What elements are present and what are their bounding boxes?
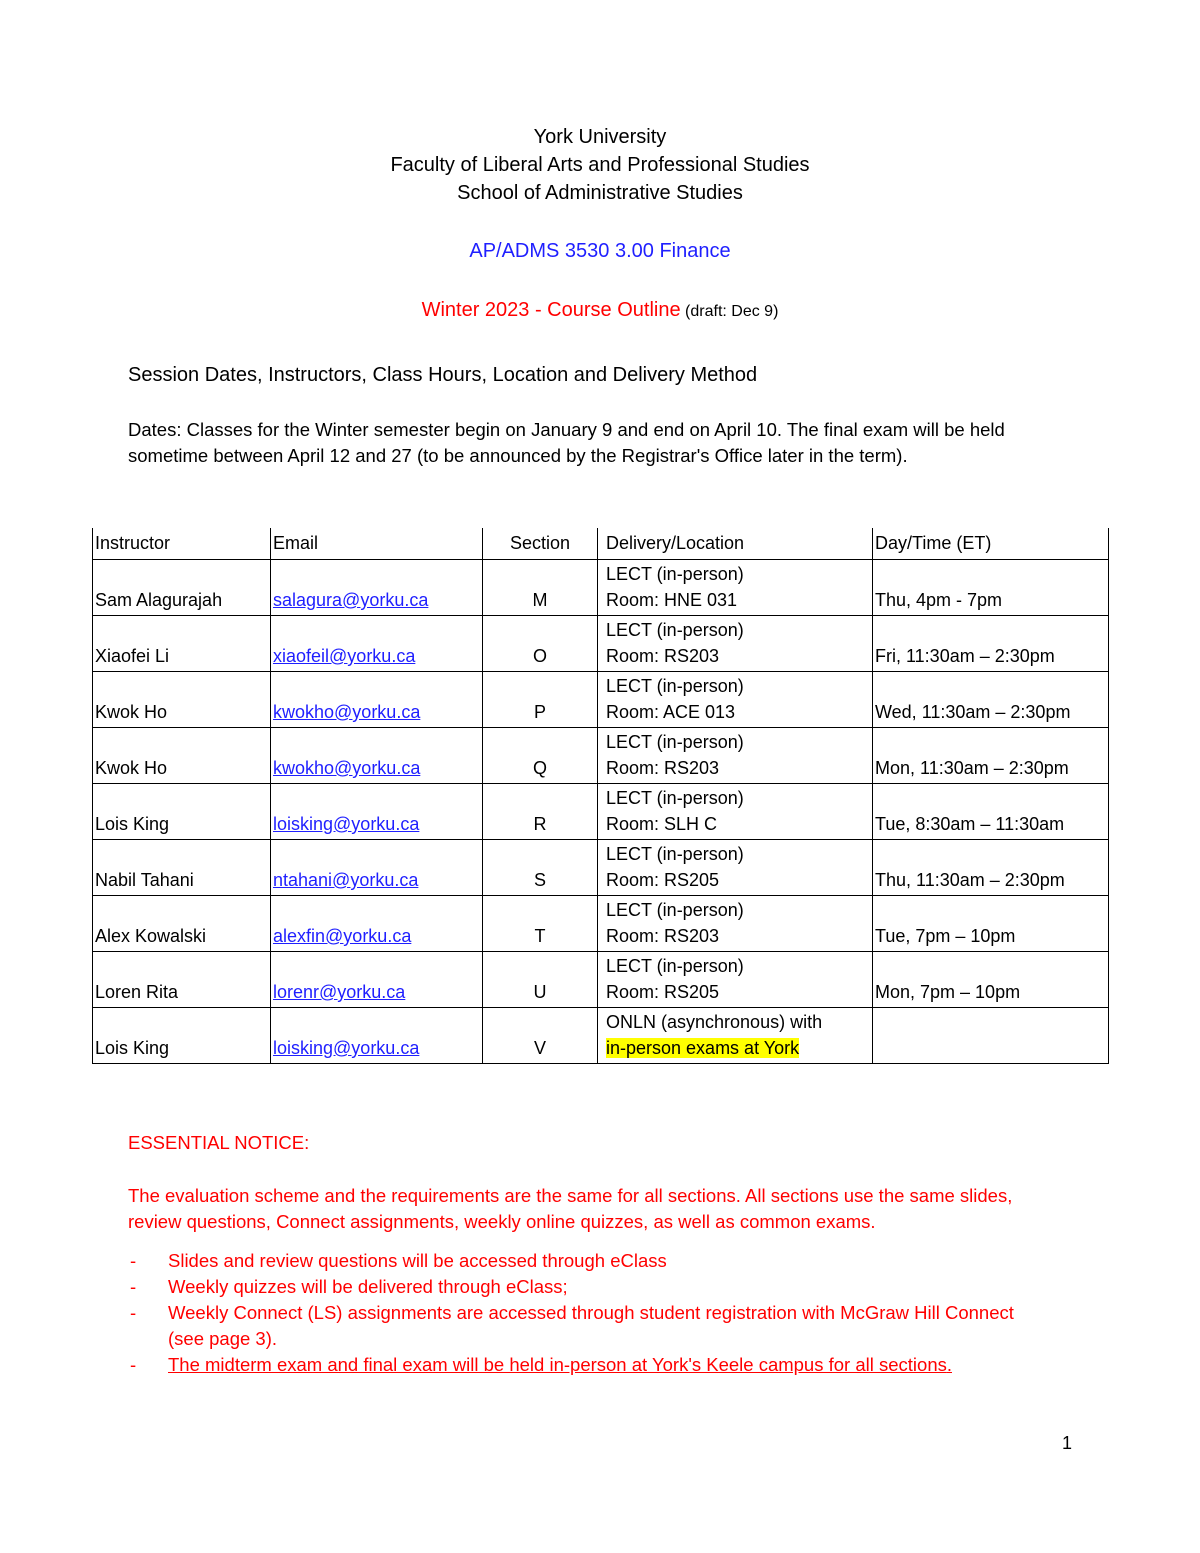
notice-line-1: The evaluation scheme and the requirements are the same for all sections. All sections use the same slides, bbox=[128, 1185, 1013, 1206]
email-cell bbox=[271, 952, 483, 1008]
table-row bbox=[93, 728, 1109, 784]
email-cell bbox=[271, 672, 483, 728]
delivery-mode: LECT (in-person) bbox=[606, 676, 744, 696]
schedule-table bbox=[92, 528, 1109, 1064]
header-daytime: Day/Time (ET) bbox=[873, 528, 1109, 560]
instructor-cell: Xiaofei Li bbox=[93, 616, 271, 672]
notice-title: ESSENTIAL NOTICE: bbox=[128, 1132, 310, 1153]
header-delivery: Delivery/Location bbox=[598, 528, 873, 560]
room: Room: RS203 bbox=[606, 926, 720, 946]
email-link[interactable]: lorenr@yorku.ca bbox=[273, 982, 406, 1002]
delivery-mode: LECT (in-person) bbox=[606, 900, 744, 920]
delivery-cell bbox=[598, 896, 873, 952]
table-row bbox=[93, 616, 1109, 672]
table-row bbox=[93, 560, 1109, 616]
course-title: AP/ADMS 3530 3.00 Finance bbox=[469, 240, 731, 262]
table-row bbox=[93, 840, 1109, 896]
page-number: 1 bbox=[1062, 1433, 1073, 1453]
table-row bbox=[93, 672, 1109, 728]
bullet-dash: - bbox=[130, 1302, 137, 1323]
university-name: York University bbox=[533, 126, 667, 148]
bullet-dash: - bbox=[130, 1276, 137, 1297]
header-section: Section bbox=[483, 528, 598, 560]
daytime-cell: Tue, 7pm – 10pm bbox=[873, 896, 1109, 952]
delivery-mode: LECT (in-person) bbox=[606, 564, 744, 584]
email-cell bbox=[271, 728, 483, 784]
delivery-mode: LECT (in-person) bbox=[606, 844, 744, 864]
daytime-cell bbox=[873, 1008, 1109, 1064]
instructor-cell: Loren Rita bbox=[93, 952, 271, 1008]
email-link[interactable]: kwokho@yorku.ca bbox=[273, 702, 421, 722]
notice-line-2: review questions, Connect assignments, weekly online quizzes, as well as common exams. bbox=[128, 1211, 876, 1232]
daytime-cell: Mon, 7pm – 10pm bbox=[873, 952, 1109, 1008]
instructor-cell: Alex Kowalski bbox=[93, 896, 271, 952]
room: Room: RS203 bbox=[606, 758, 720, 778]
section-cell: S bbox=[483, 840, 598, 896]
delivery-cell bbox=[598, 952, 873, 1008]
email-link[interactable]: loisking@yorku.ca bbox=[273, 814, 420, 834]
draft-note: (draft: Dec 9) bbox=[685, 303, 779, 320]
delivery-cell bbox=[598, 840, 873, 896]
instructor-cell: Sam Alagurajah bbox=[93, 560, 271, 616]
notice-bullet-list bbox=[128, 1248, 1088, 1378]
email-link[interactable]: kwokho@yorku.ca bbox=[273, 758, 421, 778]
email-cell bbox=[271, 896, 483, 952]
header-instructor: Instructor bbox=[93, 528, 271, 560]
delivery-mode: LECT (in-person) bbox=[606, 732, 744, 752]
delivery-cell bbox=[598, 728, 873, 784]
table-header-row bbox=[93, 528, 1109, 560]
bullet-dash: - bbox=[130, 1354, 137, 1375]
bullet-text: Weekly Connect (LS) assignments are accessed through student registration with McGraw Hill Connect bbox=[168, 1302, 1014, 1323]
dates-label: Dates: bbox=[128, 419, 182, 440]
highlighted-exam-note: in-person exams at York bbox=[606, 1038, 800, 1058]
list-item bbox=[128, 1248, 1088, 1274]
delivery-mode: LECT (in-person) bbox=[606, 620, 744, 640]
email-cell bbox=[271, 560, 483, 616]
delivery-mode: LECT (in-person) bbox=[606, 788, 744, 808]
section-cell: P bbox=[483, 672, 598, 728]
room: Room: SLH C bbox=[606, 814, 718, 834]
instructor-cell: Kwok Ho bbox=[93, 728, 271, 784]
section-cell: Q bbox=[483, 728, 598, 784]
term-title: Winter 2023 - Course Outline bbox=[421, 299, 681, 321]
bullet-text: Slides and review questions will be accessed through eClass bbox=[168, 1250, 667, 1271]
section-cell: V bbox=[483, 1008, 598, 1064]
header-email: Email bbox=[271, 528, 483, 560]
email-link[interactable]: alexfin@yorku.ca bbox=[273, 926, 412, 946]
dates-paragraph bbox=[128, 417, 1108, 469]
list-item bbox=[128, 1274, 1088, 1300]
room: Room: RS205 bbox=[606, 870, 720, 890]
table-row bbox=[93, 952, 1109, 1008]
instructor-cell: Nabil Tahani bbox=[93, 840, 271, 896]
school-name: School of Administrative Studies bbox=[457, 182, 743, 204]
email-cell bbox=[271, 1008, 483, 1064]
list-item: - The midterm exam and final exam will be held in-person at York's Keele campus for all sections. bbox=[128, 1352, 1088, 1378]
section-cell: T bbox=[483, 896, 598, 952]
daytime-cell: Thu, 4pm - 7pm bbox=[873, 560, 1109, 616]
section-cell: M bbox=[483, 560, 598, 616]
instructor-cell: Kwok Ho bbox=[93, 672, 271, 728]
table-row bbox=[93, 1008, 1109, 1064]
daytime-cell: Thu, 11:30am – 2:30pm bbox=[873, 840, 1109, 896]
room: Room: RS203 bbox=[606, 646, 720, 666]
table-row bbox=[93, 784, 1109, 840]
email-link[interactable]: salagura@yorku.ca bbox=[273, 590, 429, 610]
email-link[interactable]: loisking@yorku.ca bbox=[273, 1038, 420, 1058]
term-line bbox=[0, 299, 1200, 322]
delivery-cell bbox=[598, 784, 873, 840]
email-link[interactable]: ntahani@yorku.ca bbox=[273, 870, 419, 890]
bullet-text: Weekly quizzes will be delivered through eClass; bbox=[168, 1276, 568, 1297]
delivery-mode: LECT (in-person) bbox=[606, 956, 744, 976]
daytime-cell: Fri, 11:30am – 2:30pm bbox=[873, 616, 1109, 672]
email-cell bbox=[271, 784, 483, 840]
notice-paragraph bbox=[128, 1183, 1108, 1235]
delivery-cell bbox=[598, 1008, 873, 1064]
section-cell: R bbox=[483, 784, 598, 840]
faculty-name: Faculty of Liberal Arts and Professional Studies bbox=[390, 154, 810, 176]
delivery-cell bbox=[598, 560, 873, 616]
dates-line-2: sometime between April 12 and 27 (to be announced by the Registrar's Office later in the term). bbox=[128, 445, 908, 466]
dates-line-1 bbox=[128, 417, 1108, 443]
session-heading: Session Dates, Instructors, Class Hours, Location and Delivery Method bbox=[128, 364, 758, 386]
email-cell bbox=[271, 840, 483, 896]
bullet-text-cont: (see page 3). bbox=[168, 1328, 278, 1349]
dates-text-1: Classes for the Winter semester begin on January 9 and end on April 10. The final exam will be held bbox=[181, 419, 1005, 440]
delivery-mode: ONLN (asynchronous) with bbox=[606, 1012, 823, 1032]
table-row bbox=[93, 896, 1109, 952]
daytime-cell: Mon, 11:30am – 2:30pm bbox=[873, 728, 1109, 784]
room: Room: ACE 013 bbox=[606, 702, 736, 722]
room: Room: RS205 bbox=[606, 982, 720, 1002]
delivery-cell bbox=[598, 672, 873, 728]
daytime-cell: Wed, 11:30am – 2:30pm bbox=[873, 672, 1109, 728]
room: Room: HNE 031 bbox=[606, 590, 738, 610]
daytime-cell: Tue, 8:30am – 11:30am bbox=[873, 784, 1109, 840]
email-link[interactable]: xiaofeil@yorku.ca bbox=[273, 646, 416, 666]
section-cell: O bbox=[483, 616, 598, 672]
bullet-dash: - bbox=[130, 1250, 137, 1271]
list-item bbox=[128, 1300, 1088, 1352]
delivery-cell bbox=[598, 616, 873, 672]
instructor-cell: Lois King bbox=[93, 1008, 271, 1064]
bullet-text-emphasis: The midterm exam and final exam will be held in-person at York's Keele campus for all sections bbox=[168, 1354, 947, 1375]
email-cell bbox=[271, 616, 483, 672]
section-cell: U bbox=[483, 952, 598, 1008]
instructor-cell: Lois King bbox=[93, 784, 271, 840]
